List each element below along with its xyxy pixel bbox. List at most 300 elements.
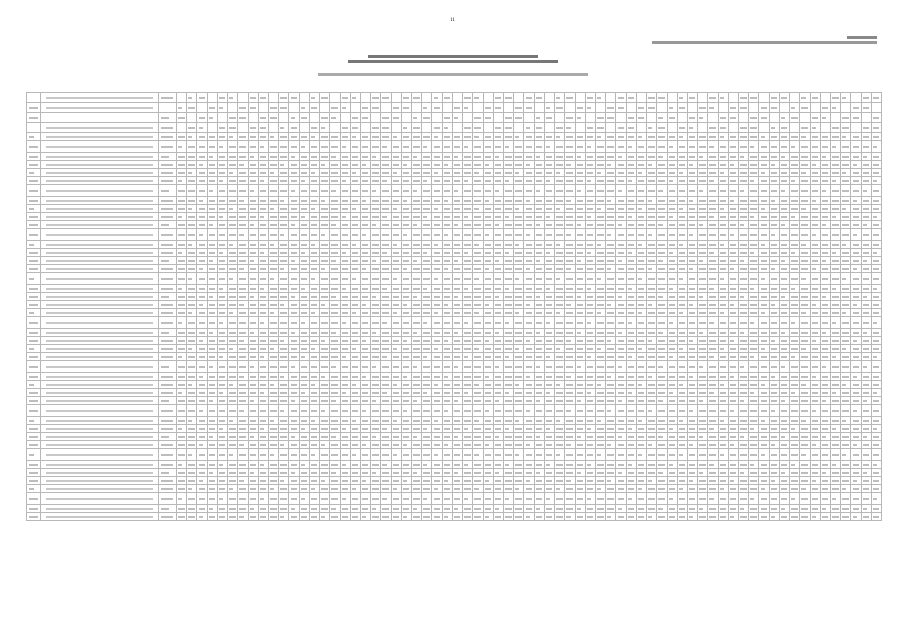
cell-value-placeholder [229,296,235,298]
table-cell [360,169,370,177]
table-cell [861,285,871,293]
table-cell [360,213,370,221]
table-cell [871,345,881,353]
table-cell [626,103,636,113]
table-cell [739,373,749,381]
table-cell [371,205,381,213]
cell-value-placeholder [46,136,154,138]
cell-value-placeholder [587,296,593,298]
table-cell [299,103,309,113]
cell-value-placeholder [362,234,366,236]
table-cell [841,381,851,389]
cell-value-placeholder [628,146,632,148]
table-cell [268,345,278,353]
table-cell [248,197,258,205]
table-cell [636,389,646,397]
table-cell [544,153,554,161]
cell-value-placeholder [423,400,429,402]
table-cell [739,103,749,113]
table-cell [749,381,759,389]
cell-value-placeholder [556,312,560,314]
cell-value-placeholder [454,252,460,254]
cell-value-placeholder [515,208,519,210]
cell-value-placeholder [812,117,818,119]
table-cell [820,397,830,405]
table-cell [585,213,595,221]
cell-value-placeholder [178,366,184,368]
cell-value-placeholder [607,296,613,298]
cell-value-placeholder [720,224,726,226]
table-cell [555,161,565,169]
table-cell [555,213,565,221]
table-cell [524,361,534,373]
table-cell [41,397,159,405]
cell-value-placeholder [812,376,816,378]
table-cell [442,381,452,389]
cell-value-placeholder [474,172,478,174]
table-cell [268,285,278,293]
table-cell [841,301,851,309]
cell-value-placeholder [229,200,235,202]
table-cell [739,345,749,353]
table-cell [800,317,810,329]
table-cell [320,373,330,381]
table-cell [381,169,391,177]
cell-value-placeholder [270,356,276,358]
cell-value-placeholder [771,268,775,270]
table-cell [258,185,268,197]
cell-value-placeholder [474,278,478,280]
cell-value-placeholder [730,312,736,314]
cell-value-placeholder [842,190,848,192]
cell-value-placeholder [750,340,756,342]
cell-value-placeholder [474,244,478,246]
table-cell [790,257,800,265]
cell-value-placeholder [382,312,388,314]
cell-value-placeholder [219,268,225,270]
table-cell [177,169,187,177]
cell-value-placeholder [199,156,205,158]
table-cell [473,373,483,381]
table-cell [647,103,657,113]
table-cell [698,133,708,141]
table-cell [810,397,820,405]
table-cell [544,241,554,249]
table-cell [585,285,595,293]
table-cell [309,93,319,103]
cell-value-placeholder [382,172,388,174]
table-cell [350,309,360,317]
cell-value-placeholder [801,268,807,270]
cell-value-placeholder [199,136,205,138]
table-cell [657,353,667,361]
cell-value-placeholder [597,348,601,350]
table-cell [258,221,268,229]
table-cell [626,309,636,317]
cell-value-placeholder [546,252,550,254]
table-cell [698,169,708,177]
cell-value-placeholder [423,366,429,368]
table-cell [585,249,595,257]
table-cell [820,113,830,123]
cell-value-placeholder [413,340,419,342]
table-cell [197,93,207,103]
table-cell [565,373,575,381]
cell-value-placeholder [505,136,511,138]
cell-value-placeholder [46,172,154,174]
table-cell [320,249,330,257]
table-cell [636,229,646,241]
cell-value-placeholder [199,117,205,119]
table-cell [718,353,728,361]
table-cell [228,397,238,405]
cell-value-placeholder [161,200,173,202]
cell-value-placeholder [536,190,540,192]
cell-value-placeholder [505,356,509,358]
cell-value-placeholder [873,392,877,394]
cell-value-placeholder [199,234,203,236]
cell-value-placeholder [791,296,797,298]
table-cell [565,185,575,197]
cell-value-placeholder [761,312,765,314]
cell-value-placeholder [863,332,867,334]
table-cell [810,257,820,265]
table-cell [810,93,820,103]
cell-value-placeholder [178,190,184,192]
cell-value-placeholder [382,322,386,324]
cell-value-placeholder [29,216,38,218]
table-cell [442,113,452,123]
cell-value-placeholder [515,200,521,202]
cell-value-placeholder [464,107,468,109]
table-cell [616,301,626,309]
table-cell [677,381,687,389]
table-cell [289,373,299,381]
table-cell [473,301,483,309]
cell-value-placeholder [863,146,869,148]
table-cell [790,329,800,337]
table-cell [177,197,187,205]
cell-value-placeholder [280,312,286,314]
table-cell [159,345,177,353]
cell-value-placeholder [413,366,417,368]
cell-value-placeholder [832,392,836,394]
cell-value-placeholder [648,172,654,174]
cell-value-placeholder [730,384,736,386]
table-row [27,197,882,205]
table-cell [412,257,422,265]
table-cell [820,373,830,381]
table-cell [841,197,851,205]
table-cell [647,153,657,161]
cell-value-placeholder [270,146,276,148]
table-cell [636,301,646,309]
cell-value-placeholder [587,164,593,166]
table-cell [810,141,820,153]
table-cell [595,133,605,141]
table-cell [831,373,841,381]
table-cell [268,113,278,123]
table-cell [442,273,452,285]
table-cell [687,169,697,177]
cell-value-placeholder [342,348,348,350]
cell-value-placeholder [250,332,254,334]
table-cell [708,329,718,337]
table-cell [636,169,646,177]
table-cell [504,317,514,329]
cell-value-placeholder [832,156,838,158]
table-cell [309,197,319,205]
table-cell [473,141,483,153]
cell-value-placeholder [178,224,184,226]
cell-value-placeholder [679,288,685,290]
table-cell [442,301,452,309]
table-cell [442,205,452,213]
table-cell [197,337,207,345]
cell-value-placeholder [689,278,695,280]
cell-value-placeholder [689,127,693,129]
cell-value-placeholder [658,244,664,246]
table-cell [452,185,462,197]
cell-value-placeholder [178,117,184,119]
cell-value-placeholder [771,312,777,314]
cell-value-placeholder [618,200,624,202]
table-cell [698,93,708,103]
table-cell [493,257,503,265]
table-cell [687,213,697,221]
table-cell [320,329,330,337]
table-cell [299,353,309,361]
table-cell [483,353,493,361]
cell-value-placeholder [362,376,366,378]
cell-value-placeholder [853,164,857,166]
table-cell [595,257,605,265]
cell-value-placeholder [812,97,818,99]
table-cell [483,161,493,169]
cell-value-placeholder [515,146,521,148]
cell-value-placeholder [730,224,736,226]
cell-value-placeholder [209,136,215,138]
table-cell [769,161,779,169]
table-cell [258,361,268,373]
cell-value-placeholder [46,366,154,368]
table-cell [810,133,820,141]
cell-value-placeholder [291,224,295,226]
table-cell [442,309,452,317]
cell-value-placeholder [434,268,440,270]
table-cell [575,133,585,141]
table-row [27,317,882,329]
table-cell [769,205,779,213]
table-cell [718,345,728,353]
table-cell [544,293,554,301]
cell-value-placeholder [648,288,654,290]
table-cell [309,123,319,133]
cell-value-placeholder [781,172,787,174]
table-cell [27,405,41,417]
cell-value-placeholder [403,127,407,129]
table-cell [759,197,769,205]
cell-value-placeholder [270,156,276,158]
table-cell [279,185,289,197]
cell-value-placeholder [444,376,448,378]
table-cell [268,293,278,301]
table-cell [555,133,565,141]
table-cell [309,397,319,405]
cell-value-placeholder [801,234,807,236]
cell-value-placeholder [566,322,572,324]
cell-value-placeholder [188,304,194,306]
table-cell [391,141,401,153]
table-cell [810,249,820,257]
table-cell [177,153,187,161]
table-cell [667,373,677,381]
table-cell [238,337,248,345]
table-cell [207,345,217,353]
cell-value-placeholder [188,164,194,166]
cell-value-placeholder [505,97,511,99]
table-cell [534,161,544,169]
table-cell [769,257,779,265]
table-cell [197,361,207,373]
table-cell [258,293,268,301]
cell-value-placeholder [628,172,634,174]
cell-value-placeholder [413,200,419,202]
cell-value-placeholder [301,340,307,342]
cell-value-placeholder [229,234,235,236]
cell-value-placeholder [331,376,337,378]
table-cell [463,229,473,241]
cell-value-placeholder [812,340,816,342]
cell-value-placeholder [444,312,450,314]
cell-value-placeholder [801,216,807,218]
table-cell [299,153,309,161]
cell-value-placeholder [301,146,305,148]
cell-value-placeholder [382,164,388,166]
cell-value-placeholder [413,356,419,358]
table-cell [810,205,820,213]
table-cell [677,345,687,353]
cell-value-placeholder [321,208,327,210]
cell-value-placeholder [761,156,767,158]
table-cell [238,229,248,241]
table-cell [677,177,687,185]
table-cell [258,353,268,361]
table-cell [159,353,177,361]
cell-value-placeholder [526,260,532,262]
table-cell [330,213,340,221]
cell-value-placeholder [863,322,869,324]
cell-value-placeholder [709,268,715,270]
cell-value-placeholder [515,260,521,262]
cell-value-placeholder [331,356,337,358]
table-cell [504,249,514,257]
cell-value-placeholder [669,376,675,378]
table-cell [514,389,524,397]
cell-value-placeholder [46,260,154,262]
table-cell [268,317,278,329]
cell-value-placeholder [311,107,317,109]
table-cell [759,257,769,265]
table-cell [779,177,789,185]
cell-value-placeholder [362,384,368,386]
cell-value-placeholder [730,400,736,402]
cell-value-placeholder [423,322,427,324]
table-cell [831,185,841,197]
table-cell [687,141,697,153]
table-cell [463,397,473,405]
cell-value-placeholder [556,97,560,99]
table-cell [739,285,749,293]
cell-value-placeholder [464,340,470,342]
cell-value-placeholder [812,348,818,350]
cell-value-placeholder [362,304,366,306]
cell-value-placeholder [352,366,358,368]
table-cell [279,123,289,133]
cell-value-placeholder [720,127,726,129]
table-cell [585,161,595,169]
cell-value-placeholder [474,304,480,306]
cell-value-placeholder [556,146,562,148]
table-cell [401,113,411,123]
table-cell [728,337,738,345]
table-cell [759,229,769,241]
cell-value-placeholder [229,376,235,378]
table-cell [728,317,738,329]
cell-value-placeholder [515,332,521,334]
table-cell [739,113,749,123]
table-cell [841,93,851,103]
cell-value-placeholder [46,190,154,192]
table-cell [330,373,340,381]
table-cell [779,205,789,213]
cell-value-placeholder [239,392,245,394]
cell-value-placeholder [393,146,399,148]
cell-value-placeholder [301,288,305,290]
table-cell [187,123,197,133]
table-cell [718,285,728,293]
cell-value-placeholder [679,180,685,182]
table-cell [207,337,217,345]
table-cell [340,337,350,345]
cell-value-placeholder [873,252,877,254]
table-cell [452,309,462,317]
cell-value-placeholder [321,312,327,314]
cell-value-placeholder [638,172,642,174]
cell-value-placeholder [699,322,705,324]
table-cell [330,329,340,337]
table-cell [524,301,534,309]
table-cell [340,241,350,249]
cell-value-placeholder [761,244,765,246]
cell-value-placeholder [679,164,685,166]
cell-value-placeholder [505,252,509,254]
cell-value-placeholder [444,200,448,202]
cell-value-placeholder [178,340,184,342]
table-cell [159,141,177,153]
title-line-2 [348,60,558,63]
cell-value-placeholder [577,107,583,109]
cell-value-placeholder [260,200,266,202]
table-cell [544,381,554,389]
cell-value-placeholder [750,252,754,254]
cell-value-placeholder [863,190,867,192]
cell-value-placeholder [495,288,501,290]
table-cell [412,241,422,249]
cell-value-placeholder [526,216,532,218]
cell-value-placeholder [403,224,409,226]
table-cell [268,103,278,113]
